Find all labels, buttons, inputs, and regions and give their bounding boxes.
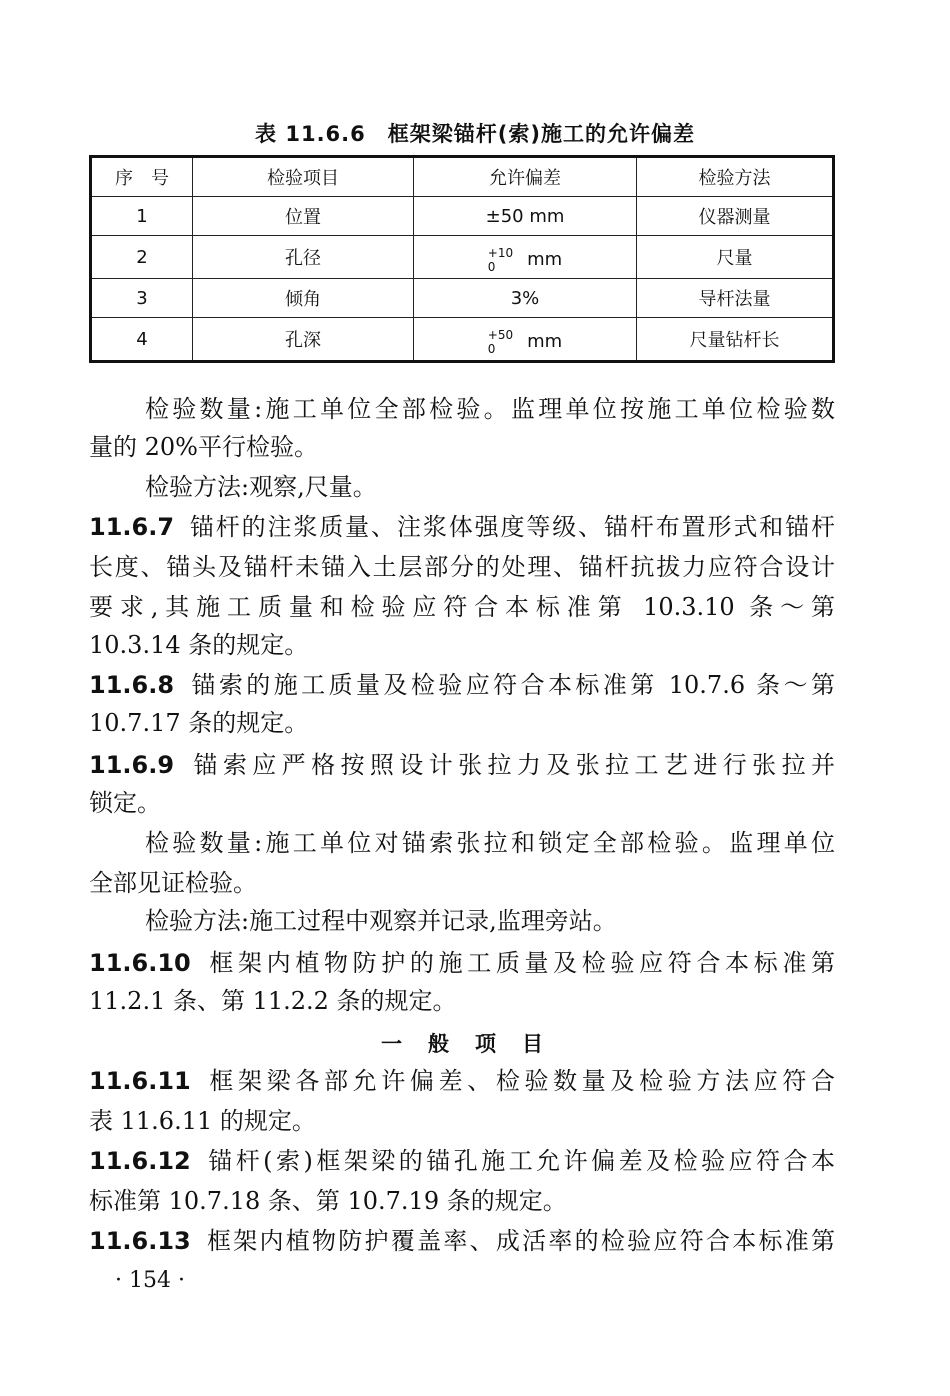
cell-tolerance: ±50 mm [414,197,637,236]
clause-number: 11.6.9 [89,751,175,779]
table-row [91,279,834,318]
paragraph-line: 10.3.14 条的规定。 [89,631,309,659]
table-row [91,318,834,362]
clause-number: 11.6.11 [89,1067,191,1095]
clause-number: 11.6.13 [89,1227,191,1255]
paragraph-line: 要求,其施工质量和检验应符合本标准第 10.3.10 条～第 [89,593,835,621]
clause-11-6-12 [89,1146,835,1176]
paragraph-line: 检验数量:施工单位全部检验。监理单位按施工单位检验数 [145,395,835,423]
paragraph-line: 标准第 10.7.18 条、第 10.7.19 条的规定。 [89,1187,567,1215]
cell-item: 位置 [193,197,414,236]
cell-method: 尺量钻杆长 [637,318,834,362]
paragraph-line: 11.2.1 条、第 11.2.2 条的规定。 [89,987,457,1015]
cell-no: 1 [91,197,193,236]
clause-11-6-9 [89,750,835,780]
clause-text: 锚索应严格按照设计张拉力及张拉工艺进行张拉并 [188,751,835,779]
cell-method: 仪器测量 [637,197,834,236]
tolerance-upper: +10 [487,245,514,260]
cell-item: 孔径 [193,236,414,279]
clause-number: 11.6.8 [89,671,175,699]
clause-number: 11.6.7 [89,513,175,541]
header-method: 检验方法 [637,157,834,197]
paragraph-line: 长度、锚头及锚杆未锚入土层部分的处理、锚杆抗拔力应符合设计 [89,553,835,581]
cell-tolerance: 3% [414,279,637,318]
clause-text: 锚索的施工质量及检验应符合本标准第 10.7.6 条～第 [188,671,835,699]
paragraph-line: 锁定。 [89,789,161,817]
header-no: 序 号 [91,157,193,197]
cell-tolerance [414,236,637,279]
header-tolerance: 允许偏差 [414,157,637,197]
table-caption-text: 框架梁锚杆(索)施工的允许偏差 [387,122,695,146]
section-heading: 一般项目 [381,1031,569,1056]
cell-tolerance [414,318,637,362]
cell-no: 4 [91,318,193,362]
clause-number: 11.6.12 [89,1147,191,1175]
cell-item: 倾角 [193,279,414,318]
tolerance-lower: 0 [487,259,496,274]
clause-11-6-10 [89,948,835,978]
clause-text: 框架梁各部允许偏差、检验数量及检验方法应符合 [204,1067,835,1095]
cell-no: 3 [91,279,193,318]
table-caption [0,118,950,148]
header-item: 检验项目 [193,157,414,197]
clause-11-6-11 [89,1066,835,1096]
cell-item: 孔深 [193,318,414,362]
tolerance-upper: +50 [487,327,514,342]
tolerance-unit: mm [527,249,563,270]
table-number: 表 11.6.6 [255,122,366,146]
clause-text: 锚杆(索)框架梁的锚孔施工允许偏差及检验应符合本 [204,1147,835,1175]
paragraph-line: 检验方法:观察,尺量。 [145,473,377,501]
paragraph-line: 表 11.6.11 的规定。 [89,1107,316,1135]
paragraph-line: 全部见证检验。 [89,869,257,897]
clause-text: 框架内植物防护的施工质量及检验应符合本标准第 [204,949,835,977]
table-row [91,197,834,236]
cell-method: 导杆法量 [637,279,834,318]
paragraph-line: 检验数量:施工单位对锚索张拉和锁定全部检验。监理单位 [145,829,835,857]
clause-number: 11.6.10 [89,949,191,977]
table-header-row [91,157,834,197]
clause-text: 锚杆的注浆质量、注浆体强度等级、锚杆布置形式和锚杆 [188,513,835,541]
tolerance-unit: mm [527,331,563,352]
cell-method: 尺量 [637,236,834,279]
clause-text: 框架内植物防护覆盖率、成活率的检验应符合本标准第 [204,1227,835,1255]
paragraph-line: 量的 20%平行检验。 [89,433,318,461]
paragraph-line: 检验方法:施工过程中观察并记录,监理旁站。 [145,907,617,935]
clause-11-6-8 [89,670,835,700]
tolerance-table [89,155,835,363]
cell-no: 2 [91,236,193,279]
page-number: · 154 · [115,1268,185,1293]
tolerance-lower: 0 [487,341,496,356]
paragraph-line: 10.7.17 条的规定。 [89,709,309,737]
clause-11-6-7 [89,512,835,542]
clause-11-6-13 [89,1226,835,1256]
table-row [91,236,834,279]
